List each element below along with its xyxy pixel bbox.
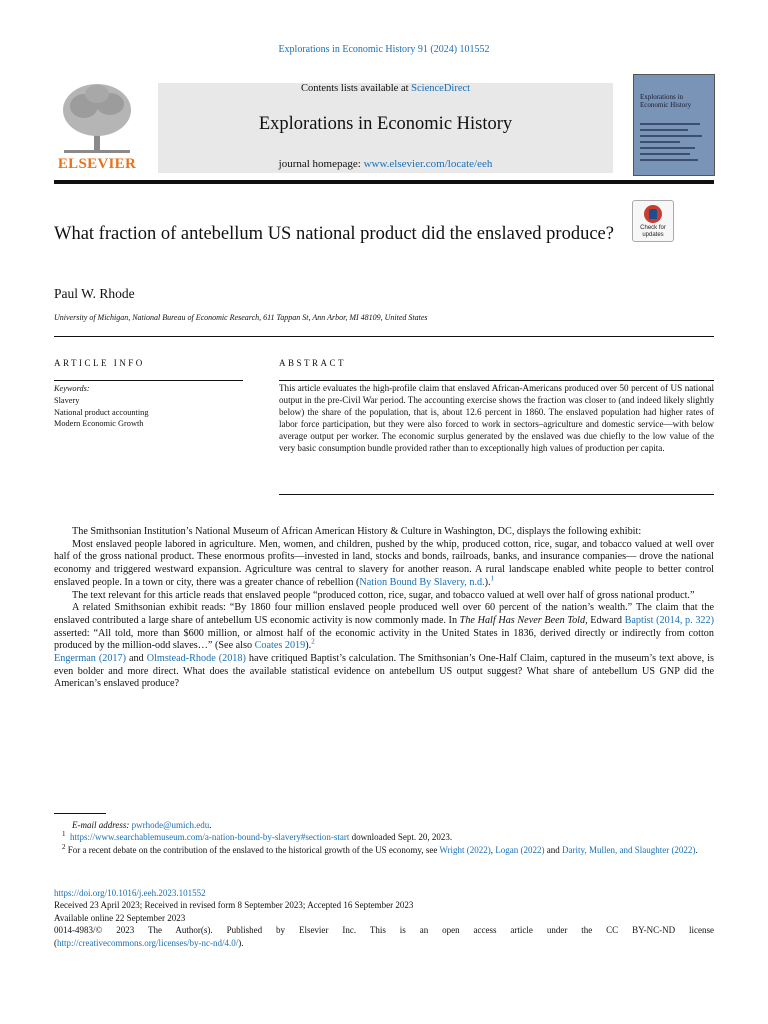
- citation-link[interactable]: Olmstead-Rhode (2018): [146, 653, 246, 665]
- quote-end: ).: [484, 576, 491, 588]
- paren-open: (: [54, 937, 57, 948]
- contents-line: [158, 83, 613, 94]
- citation-link[interactable]: Wright (2022): [439, 844, 491, 855]
- keywords-block: [54, 383, 244, 430]
- text-segment: Edward: [587, 614, 625, 626]
- sciencedirect-link[interactable]: ScienceDirect: [411, 83, 471, 94]
- footnote-ref-2[interactable]: 2: [311, 637, 315, 646]
- article-metadata: [54, 887, 714, 949]
- footnote-text: downloaded Sept. 20, 2023.: [349, 832, 453, 843]
- license-link[interactable]: http://creativecommons.org/licenses/by-nc-nd/4.0/: [57, 937, 239, 948]
- article-body: [54, 526, 714, 691]
- text-segment: A related Smithsonian exhibit reads: “By 1860 four million enslaved people produced well over 60 percent of the nation’s wealth.” The claim that the enslaved contributed a large share of antebellum US economic activity is now commonly made. In: [54, 602, 714, 626]
- text-segment: have critiqued Baptist’s calculation. The Smithsonian’s One-Half Claim, captured in the museum’s text above, is even bolder and more direct. What does the available statistical evidence on antebellum US output suggest? What share of antebellum US GNP did the American’s enslaved produce?: [54, 653, 714, 690]
- citation-link[interactable]: Darity, Mullen, and Slaughter (2022): [562, 844, 696, 855]
- check-for-updates-button[interactable]: [632, 200, 674, 242]
- citation-link[interactable]: Nation Bound By Slavery, n.d.: [359, 576, 485, 588]
- bookmark-icon: [644, 205, 662, 223]
- journal-cover-thumbnail[interactable]: [633, 74, 715, 176]
- author-email-link[interactable]: pwrhode@umich.edu: [131, 820, 210, 830]
- license-text: 0014-4983/© 2023 The Author(s). Published by Elsevier Inc. This is an open access article under the CC BY-NC-ND license: [54, 925, 714, 936]
- footnote-end: .: [695, 844, 698, 855]
- check-line-1: Check for: [640, 225, 666, 231]
- header-rule: [54, 180, 714, 184]
- contents-prefix: Contents lists available at: [300, 83, 412, 94]
- exhibit-quote: [54, 539, 714, 590]
- body-paragraph: The text relevant for this article reads that enslaved people “produced cotton, rice, sugar, and tobacco valued at well over half of gross national product.”: [72, 589, 695, 601]
- available-online: Available online 22 September 2023: [54, 912, 186, 923]
- abstract-heading: ABSTRACT: [279, 358, 347, 368]
- abstract-rule: [279, 380, 714, 381]
- separator: and: [544, 844, 563, 855]
- footnote-number: 1: [62, 830, 66, 839]
- section-rule: [54, 336, 714, 337]
- footnote-text: For a recent debate on the contribution of the enslaved to the historical growth of the US economy, see: [65, 844, 440, 855]
- journal-reference-link[interactable]: Explorations in Economic History 91 (2024) 101552: [278, 44, 490, 55]
- abstract-bottom-rule: [279, 494, 714, 495]
- article-info-heading: ARTICLE INFO: [54, 358, 145, 368]
- received-dates: Received 23 April 2023; Received in revised form 8 September 2023; Accepted 16 September 2023: [54, 900, 414, 911]
- check-line-2: updates: [642, 232, 664, 238]
- abstract-text: This article evaluates the high-profile claim that enslaved African-Americans produced over 50 percent of US national output in the pre-Civil War period. The accounting exercise shows the fraction was closer to (and indeed likely slightly below) the share of the population, that is, about 12.6 percent in 1860. The enslaved population had higher rates of labor force participation, but they were also forced to work in sectors–agriculture and domestic service—with below average output per worker. The economic surplus generated by the enslaved was due chiefly to the low value of the very basic consumption bundle provided rather than to exceptionally high values of production per capita.: [279, 383, 714, 453]
- author-affiliation: University of Michigan, National Bureau of Economic Research, 611 Tappan St, Ann Arbor, MI 48109, United States: [54, 313, 428, 322]
- book-title: The Half Has Never Been Told,: [459, 614, 588, 626]
- citation-link[interactable]: Logan (2022): [495, 844, 545, 855]
- text-segment: ).: [305, 640, 312, 652]
- check-for-updates-label: [633, 225, 673, 239]
- footnotes: E-mail address: pwrhode@umich.edu. $^1$ https://www.searchablemuseum.com/a-nation-bound-by-slavery#section-start downloaded Sept. 20, 2023. $^2$ For a recent debate on the contribution of the enslaved to the historical growth of the US economy, see Wright (2022), Logan (2022) and Darity, Mullen, and Slaughter (2022).: [62, 820, 698, 855]
- doi-link[interactable]: https://doi.org/10.1016/j.eeh.2023.101552: [54, 888, 206, 898]
- footnote-ref-1[interactable]: 1: [490, 574, 495, 583]
- text-segment: and: [126, 653, 147, 665]
- citation-link[interactable]: Baptist (2014, p. 322): [624, 614, 714, 626]
- body-paragraph: The Smithsonian Institution’s National Museum of African American History & Culture in Washington, DC, displays the following exhibit:: [72, 526, 642, 537]
- article-info-rule: [54, 380, 243, 381]
- body-paragraph: [54, 602, 714, 691]
- author-name[interactable]: Paul W. Rhode: [54, 286, 135, 301]
- keyword-item: National product accounting: [54, 407, 149, 417]
- text-segment: asserted: “All told, more than $600 million, or almost half of the economic activity in the United States in 1836, derived directly or indirectly from cotton produced by the million-odd slaves…” (See also: [54, 627, 714, 652]
- journal-title: Explorations in Economic History: [258, 114, 513, 134]
- elsevier-wordmark: ELSEVIER: [57, 156, 137, 172]
- citation-link[interactable]: Coates 2019: [254, 640, 306, 652]
- cover-title: Explorations in Economic History: [640, 93, 692, 109]
- citation-link[interactable]: Engerman (2017): [54, 653, 127, 665]
- footnote-rule: [54, 813, 106, 814]
- homepage-line: [158, 158, 613, 170]
- quote-text: Most enslaved people labored in agriculture. Men, women, and children, pushed by the whip, produced cotton, rice, sugar, and tobacco valued at well over half of the gross national product. These enormous profits—invested in land, stocks and bonds, railroads, banks, and insurance companies— drove the national economy and triggered westward expansion. Agriculture was central to slavery for another reason. A rural landscape enabled white people to better control enslaved people. In a town or city, there was a greater chance of rebellion (: [54, 538, 714, 588]
- journal-homepage-link[interactable]: www.elsevier.com/locate/eeh: [363, 158, 493, 170]
- footnote-number: 2: [62, 842, 66, 851]
- cover-decoration: [640, 119, 708, 165]
- paren-close: ).: [238, 937, 244, 948]
- separator: ,: [490, 844, 496, 855]
- keywords-label: Keywords:: [54, 384, 90, 393]
- keyword-item: Modern Economic Growth: [54, 419, 144, 429]
- museum-url-link[interactable]: https://www.searchablemuseum.com/a-nation-bound-by-slavery#section-start: [70, 832, 350, 843]
- homepage-prefix: journal homepage:: [278, 158, 364, 170]
- keyword-item: Slavery: [54, 395, 80, 405]
- paper-title: What fraction of antebellum US national product did the enslaved produce?: [54, 224, 614, 244]
- email-label: E-mail address:: [72, 820, 130, 830]
